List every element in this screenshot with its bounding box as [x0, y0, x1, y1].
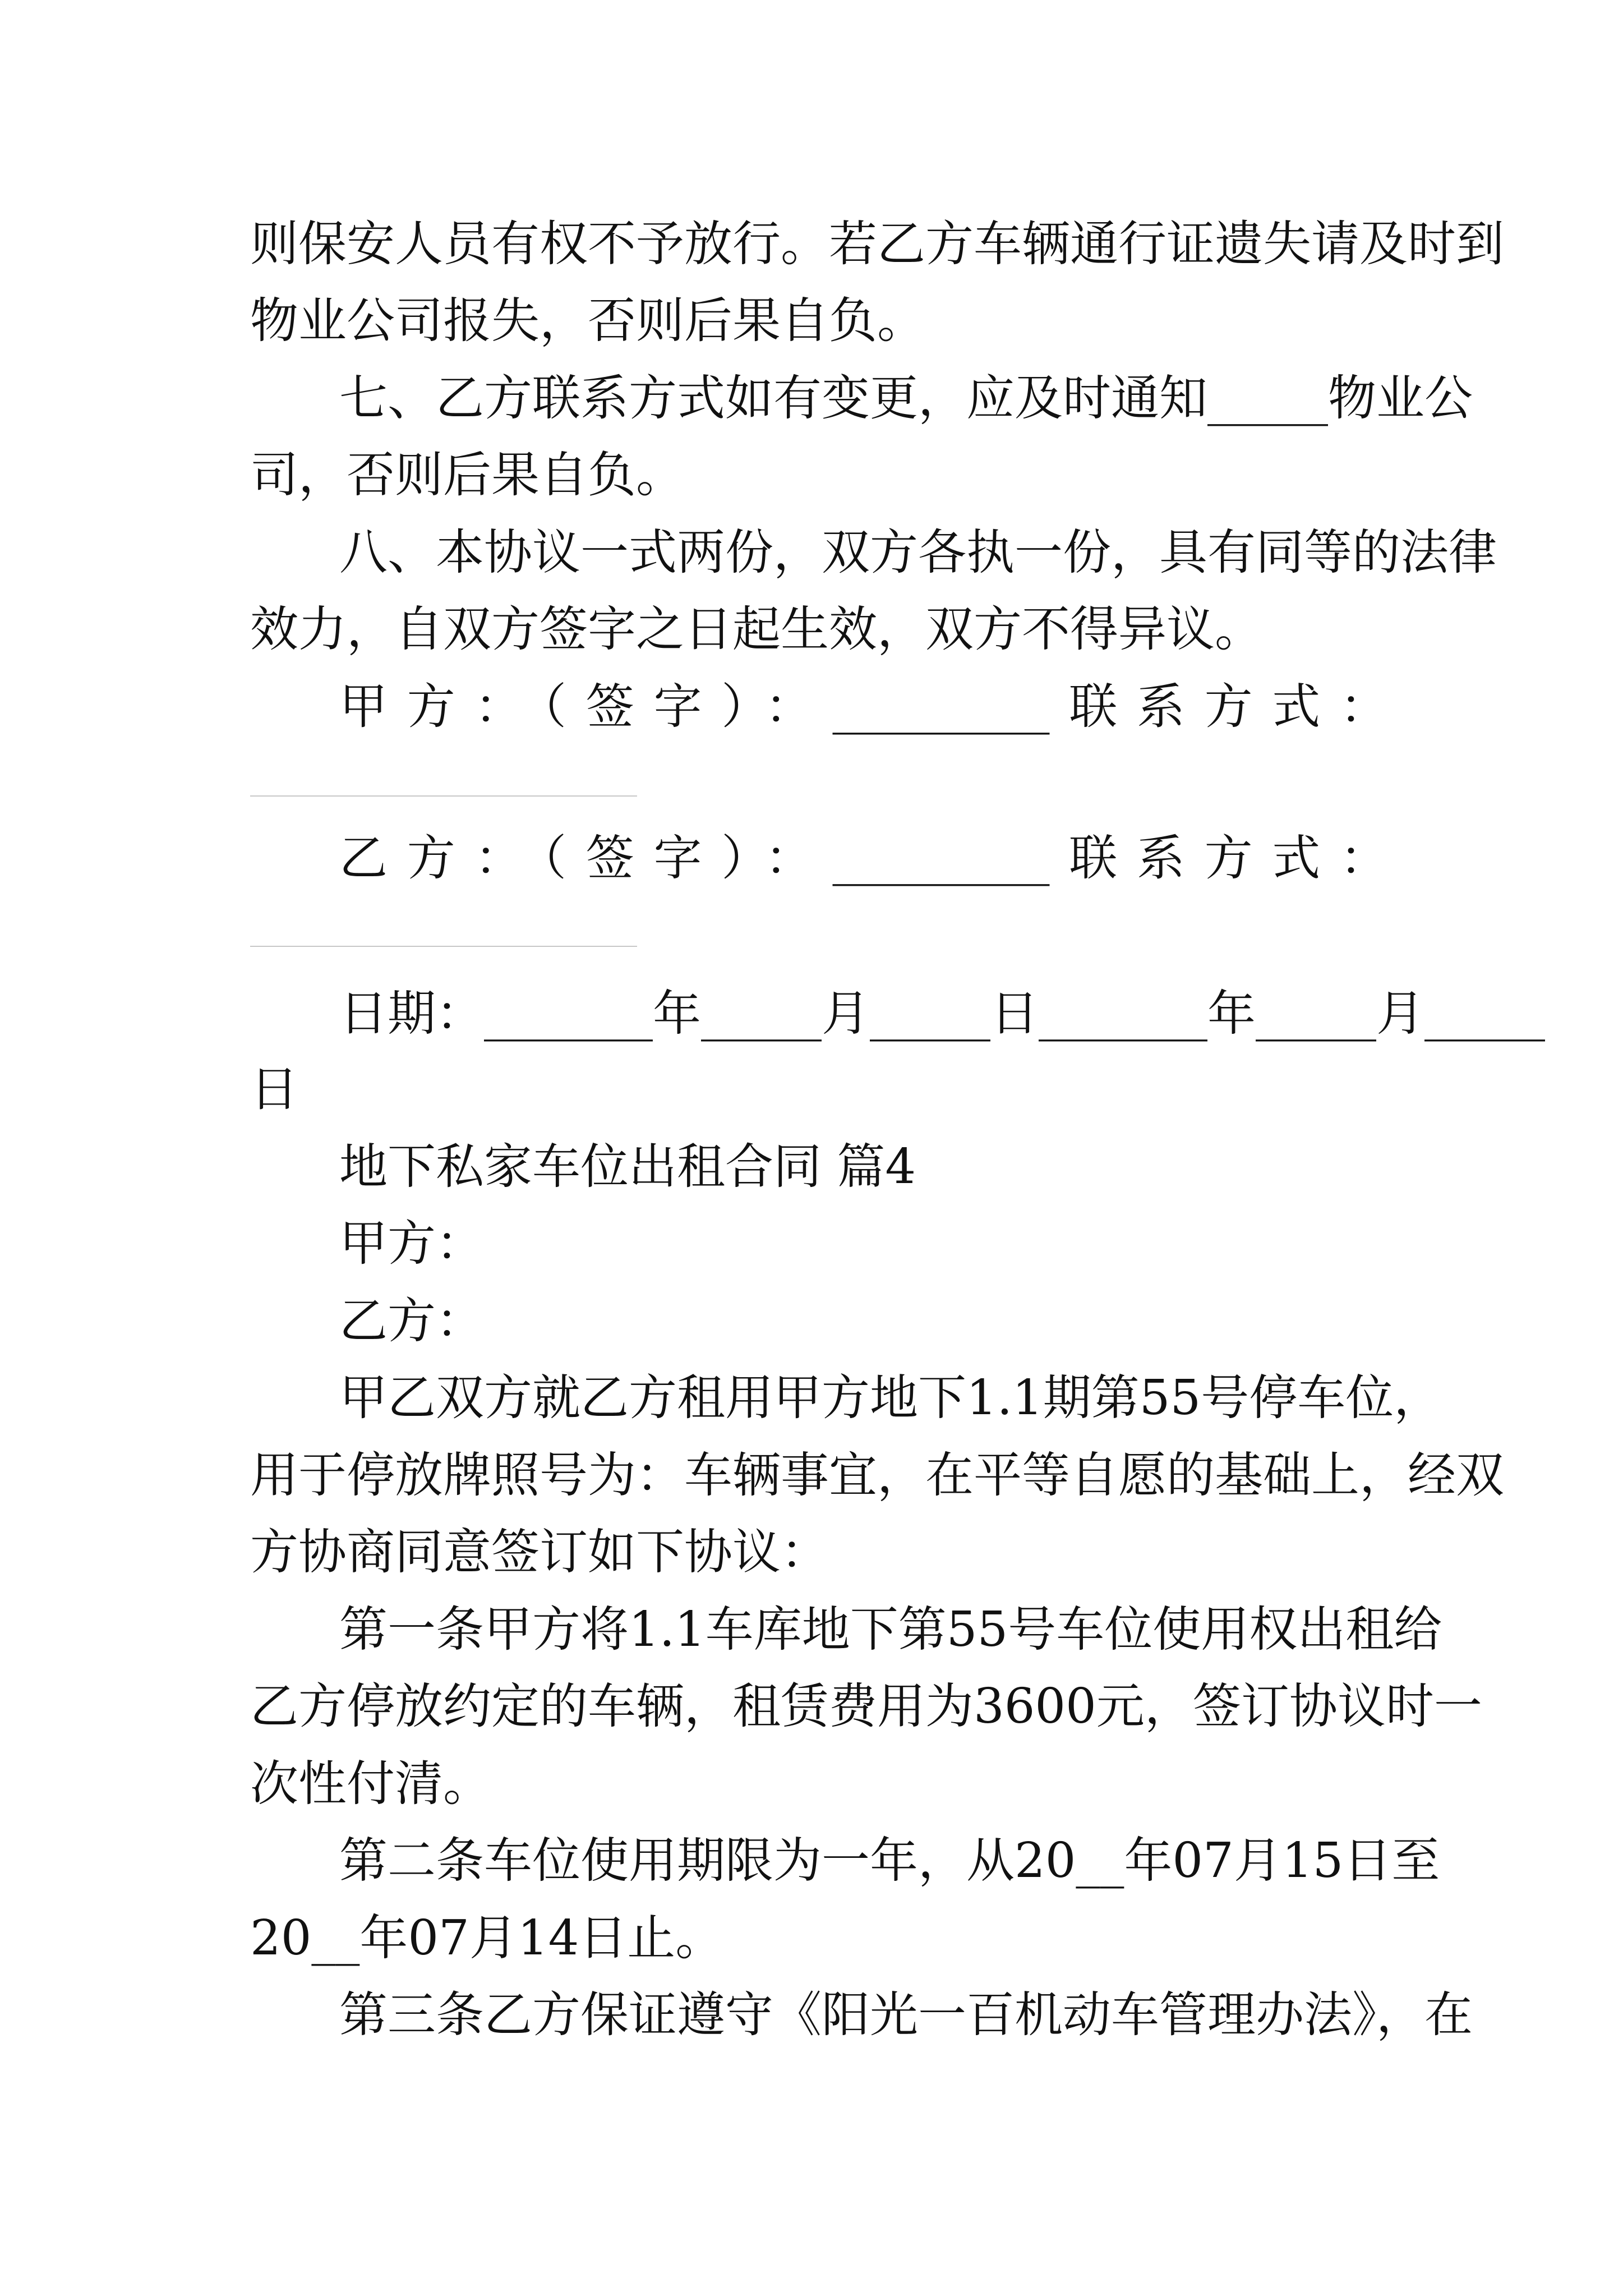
paragraph-line: 日 — [250, 1061, 298, 1117]
paragraph-line: 司，否则后果自负。 — [250, 447, 684, 503]
paragraph-line: 次性付清。 — [250, 1756, 491, 1812]
paragraph-line: 第二条车位使用期限为一年，从20__年07月15日至 — [339, 1833, 1440, 1889]
paragraph-line: 第三条乙方保证遵守《阳光一百机动车管理办法》，在 — [339, 1987, 1473, 2043]
date-line: 日期：_______年_____月_____日_______年_____月_____ — [339, 986, 1545, 1042]
party-a-label: 甲方： — [339, 1216, 484, 1272]
contact-blank-line — [250, 795, 637, 797]
paragraph-line: 第一条甲方将1.1车库地下第55号车位使用权出租给 — [339, 1602, 1442, 1658]
section-title: 地下私家车位出租合同 篇4 — [339, 1139, 916, 1195]
paragraph-line: 用于停放牌照号为：车辆事宜，在平等自愿的基础上，经双 — [250, 1447, 1504, 1503]
paragraph-line: 甲乙双方就乙方租用甲方地下1.1期第55号停车位， — [339, 1370, 1442, 1426]
party-b-label: 乙方： — [339, 1293, 484, 1349]
signature-line-party-b: 乙方：（签字）：_________联系方式： — [339, 830, 1388, 886]
paragraph-line: 方协商同意签订如下协议： — [250, 1524, 829, 1580]
paragraph-line: 八、本协议一式两份，双方各执一份，具有同等的法律 — [339, 524, 1497, 581]
paragraph-line: 七、乙方联系方式如有变更，应及时通知_____物业公 — [339, 370, 1473, 426]
paragraph-line: 乙方停放约定的车辆，租赁费用为3600元，签订协议时一 — [250, 1678, 1482, 1734]
paragraph-line: 物业公司报失，否则后果自负。 — [250, 293, 925, 349]
paragraph-line: 则保安人员有权不予放行。若乙方车辆通行证遗失请及时到 — [250, 216, 1504, 272]
contact-blank-line — [250, 946, 637, 947]
paragraph-line: 20__年07月14日止。 — [250, 1910, 724, 1966]
signature-line-party-a: 甲方：（签字）：_________联系方式： — [339, 679, 1388, 735]
paragraph-line: 效力，自双方签字之日起生效，双方不得异议。 — [250, 601, 1263, 657]
